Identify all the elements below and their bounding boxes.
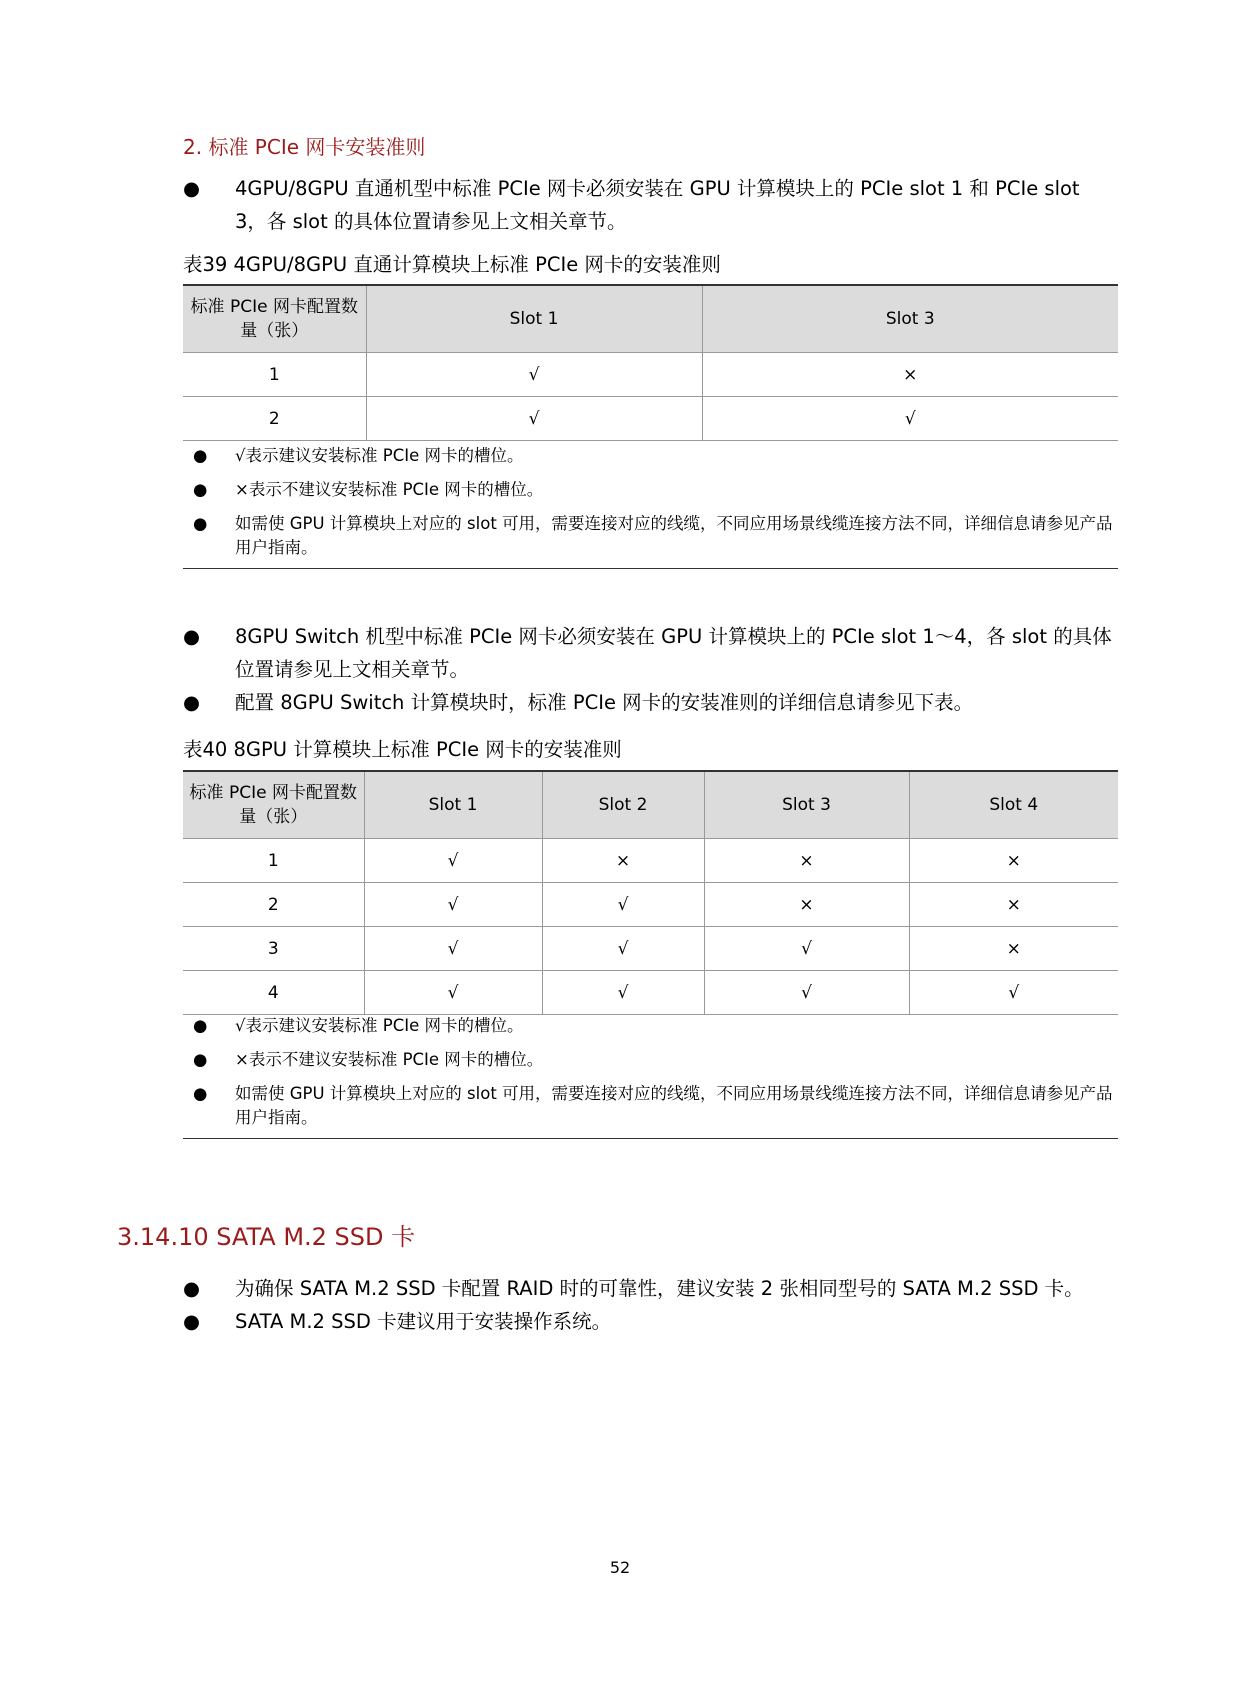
table-cell: √ xyxy=(366,353,702,397)
note-item xyxy=(183,444,1118,468)
list-item xyxy=(183,1305,1113,1338)
table-cell: 3 xyxy=(183,927,364,971)
note-text: ×表示不建议安装标准 PCIe 网卡的槽位。 xyxy=(235,480,544,499)
list-item xyxy=(183,620,1113,686)
list-item xyxy=(183,172,1113,238)
table-cell: √ xyxy=(542,927,704,971)
bullet-text: 为确保 SATA M.2 SSD 卡配置 RAID 时的可靠性，建议安装 2 张相同型号的 SATA M.2 SSD 卡。 xyxy=(235,1277,1084,1300)
bullet-icon: ● xyxy=(193,1084,208,1103)
bullet-icon: ● xyxy=(193,446,208,465)
table-cell: 1 xyxy=(183,839,364,883)
bullet-list-c xyxy=(183,1272,1113,1338)
table-cell: √ xyxy=(364,839,542,883)
header-cell: Slot 2 xyxy=(542,771,704,839)
table-cell: × xyxy=(909,883,1118,927)
bullet-text: 配置 8GPU Switch 计算模块时，标准 PCIe 网卡的安装准则的详细信息请参见下表。 xyxy=(235,691,974,714)
table-header-row xyxy=(183,285,1118,353)
header-cell: Slot 1 xyxy=(364,771,542,839)
table-cell: × xyxy=(909,927,1118,971)
table-cell: √ xyxy=(909,971,1118,1015)
subsection-heading: 3.14.10 SATA M.2 SSD 卡 xyxy=(117,1223,416,1251)
table-cell: 2 xyxy=(183,883,364,927)
bullet-icon: ● xyxy=(193,514,208,533)
table-cell: × xyxy=(542,839,704,883)
table40-caption: 表40 8GPU 计算模块上标准 PCIe 网卡的安装准则 xyxy=(183,738,622,761)
table-cell: × xyxy=(909,839,1118,883)
table40 xyxy=(183,770,1118,1015)
list-item xyxy=(183,686,1113,719)
table-cell: √ xyxy=(364,971,542,1015)
table-cell: √ xyxy=(364,927,542,971)
note-text: ×表示不建议安装标准 PCIe 网卡的槽位。 xyxy=(235,1050,544,1069)
header-cell: 标准 PCIe 网卡配置数量（张） xyxy=(183,771,364,839)
table-row xyxy=(183,971,1118,1015)
table39-caption: 表39 4GPU/8GPU 直通计算模块上标准 PCIe 网卡的安装准则 xyxy=(183,253,721,276)
list-item xyxy=(183,1272,1113,1305)
table-cell: √ xyxy=(542,883,704,927)
bullet-icon: ● xyxy=(183,1310,201,1333)
table-cell: × xyxy=(704,839,909,883)
table-cell: 4 xyxy=(183,971,364,1015)
bullet-list-a xyxy=(183,172,1113,238)
table-cell: 2 xyxy=(183,397,366,441)
bullet-icon: ● xyxy=(183,691,201,714)
note-item xyxy=(183,1014,1118,1038)
note-text: √表示建议安装标准 PCIe 网卡的槽位。 xyxy=(235,1016,524,1035)
table-row xyxy=(183,353,1118,397)
table-cell: √ xyxy=(366,397,702,441)
table-row xyxy=(183,883,1118,927)
table-cell: √ xyxy=(702,397,1118,441)
bullet-icon: ● xyxy=(193,480,208,499)
table-cell: 1 xyxy=(183,353,366,397)
note-text: √表示建议安装标准 PCIe 网卡的槽位。 xyxy=(235,446,524,465)
header-cell: Slot 3 xyxy=(704,771,909,839)
header-cell: Slot 3 xyxy=(702,285,1118,353)
table-cell: √ xyxy=(542,971,704,1015)
note-item xyxy=(183,1082,1118,1130)
table-cell: √ xyxy=(364,883,542,927)
table-cell: √ xyxy=(704,927,909,971)
header-cell: 标准 PCIe 网卡配置数量（张） xyxy=(183,285,366,353)
bullet-text: 4GPU/8GPU 直通机型中标准 PCIe 网卡必须安装在 GPU 计算模块上的 PCIe slot 1 和 PCIe slot 3，各 slot 的具体位置请参见上文相关章节。 xyxy=(235,177,1080,233)
table-cell: × xyxy=(702,353,1118,397)
table-cell: × xyxy=(704,883,909,927)
header-cell: Slot 4 xyxy=(909,771,1118,839)
section-heading: 2. 标准 PCIe 网卡安装准则 xyxy=(183,135,426,159)
page-number: 52 xyxy=(609,1558,631,1577)
note-text: 如需使 GPU 计算模块上对应的 slot 可用，需要连接对应的线缆，不同应用场景线缆连接方法不同，详细信息请参见产品用户指南。 xyxy=(235,1084,1113,1127)
bullet-list-b xyxy=(183,620,1113,719)
note-text: 如需使 GPU 计算模块上对应的 slot 可用，需要连接对应的线缆，不同应用场景线缆连接方法不同，详细信息请参见产品用户指南。 xyxy=(235,514,1113,557)
bullet-text: SATA M.2 SSD 卡建议用于安装操作系统。 xyxy=(235,1310,612,1333)
bullet-icon: ● xyxy=(193,1050,208,1069)
bullet-icon: ● xyxy=(183,625,201,648)
table-cell: √ xyxy=(704,971,909,1015)
header-cell: Slot 1 xyxy=(366,285,702,353)
note-item xyxy=(183,1048,1118,1072)
bullet-icon: ● xyxy=(193,1016,208,1035)
table39-notes xyxy=(183,444,1118,569)
table-header-row xyxy=(183,771,1118,839)
note-item xyxy=(183,512,1118,560)
table-row xyxy=(183,927,1118,971)
table-row xyxy=(183,839,1118,883)
table39 xyxy=(183,284,1118,441)
bullet-icon: ● xyxy=(183,177,201,200)
bullet-icon: ● xyxy=(183,1277,201,1300)
table40-notes xyxy=(183,1014,1118,1139)
note-item xyxy=(183,478,1118,502)
bullet-text: 8GPU Switch 机型中标准 PCIe 网卡必须安装在 GPU 计算模块上的 PCIe slot 1～4，各 slot 的具体位置请参见上文相关章节。 xyxy=(235,625,1112,681)
table-row xyxy=(183,397,1118,441)
